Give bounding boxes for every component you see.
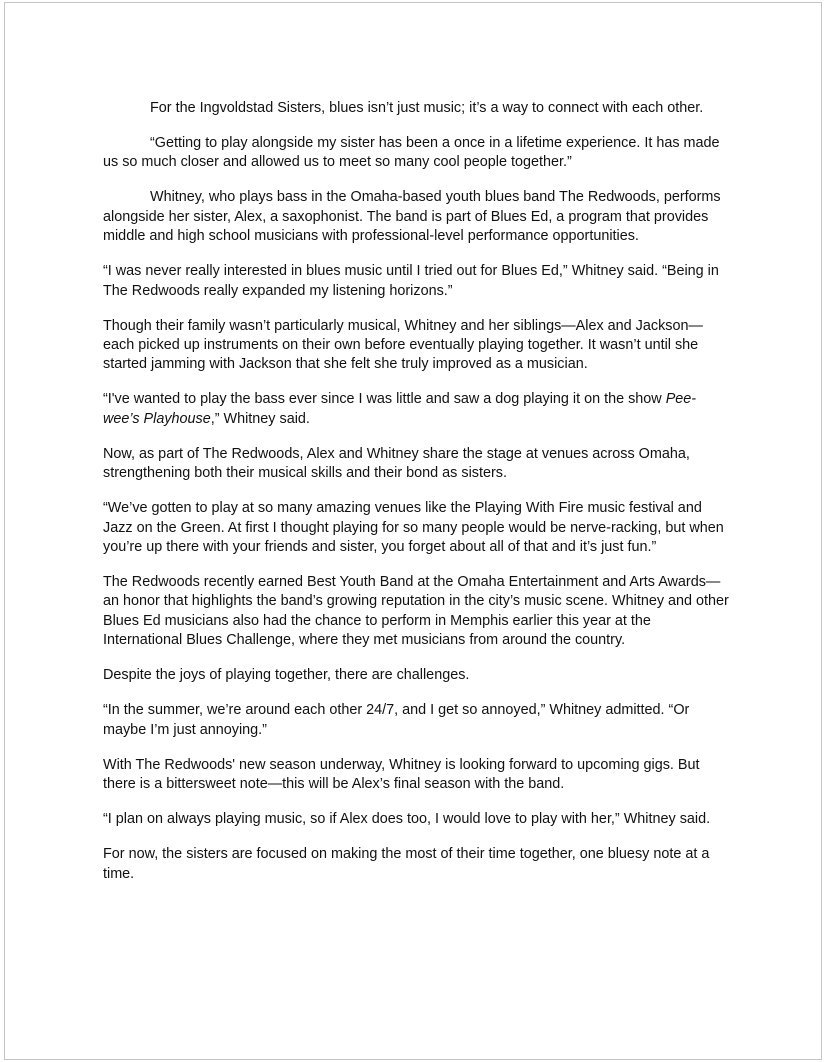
- show-title-italic: Pee-wee’s Playhouse: [103, 391, 697, 427]
- paragraph-1: For the Ingvoldstad Sisters, blues isn’t just music; it’s a way to connect with each other.: [150, 100, 704, 116]
- paragraph-12: With The Redwoods' new season underway, Whitney is looking forward to upcoming gigs. But there is a bittersweet note—this will be Alex’s final season with the band.: [103, 756, 700, 793]
- paragraph-14: For now, the sisters are focused on making the most of their time together, one bluesy note at a time.: [103, 846, 710, 882]
- paragraph-4: “I was never really interested in blues music until I tried out for Blues Ed,” Whitney said. “Being in The Redwoods really expanded my listening horizons.”: [103, 263, 719, 299]
- document-body: [103, 99, 731, 900]
- paragraph-6-text-before: “I've wanted to play the bass ever since I was little and saw a dog playing it on the show: [103, 391, 666, 408]
- paragraph-8: “We’ve gotten to play at so many amazing venues like the Playing With Fire music festival and Jazz on the Green. At first I thought playing for so many people would be nerve-racking, but when you’re up there with your friends and sister, you forget about all of that and it’s just fun.”: [103, 500, 724, 556]
- paragraph-10: Despite the joys of playing together, there are challenges.: [103, 667, 470, 684]
- paragraph-13: “I plan on always playing music, so if Alex does too, I would love to play with her,” Whitney said.: [103, 811, 711, 828]
- paragraph-6: [103, 390, 731, 429]
- document-page: [4, 2, 822, 1060]
- paragraph-7: Now, as part of The Redwoods, Alex and Whitney share the stage at venues across Omaha, strengthening both their musical skills and their bond as sisters.: [103, 445, 690, 482]
- paragraph-3: Whitney, who plays bass in the Omaha-based youth blues band The Redwoods, performs alongside her sister, Alex, a saxophonist. The band is part of Blues Ed, a program that provides middle and high school musicians with professional-level performance opportunities.: [103, 189, 721, 245]
- paragraph-6-text-after: ,” Whitney said.: [210, 410, 310, 427]
- paragraph-9: The Redwoods recently earned Best Youth Band at the Omaha Entertainment and Arts Awards—an honor that highlights the band’s growing reputation in the city’s music scene. Whitney and other Blues Ed musicians also had the chance to perform in Memphis earlier this year at the International Blues Challenge, where they met musicians from around the country.: [103, 574, 729, 649]
- paragraph-11: “In the summer, we’re around each other 24/7, and I get so annoyed,” Whitney admitted. “Or maybe I’m just annoying.”: [103, 702, 690, 738]
- paragraph-5: Though their family wasn’t particularly musical, Whitney and her siblings—Alex and Jackson—each picked up instruments on their own before eventually playing together. It wasn’t until she started jamming with Jackson that she felt she truly improved as a musician.: [103, 317, 703, 373]
- paragraph-2: “Getting to play alongside my sister has been a once in a lifetime experience. It has made us so much closer and allowed us to meet so many cool people together.”: [103, 135, 720, 171]
